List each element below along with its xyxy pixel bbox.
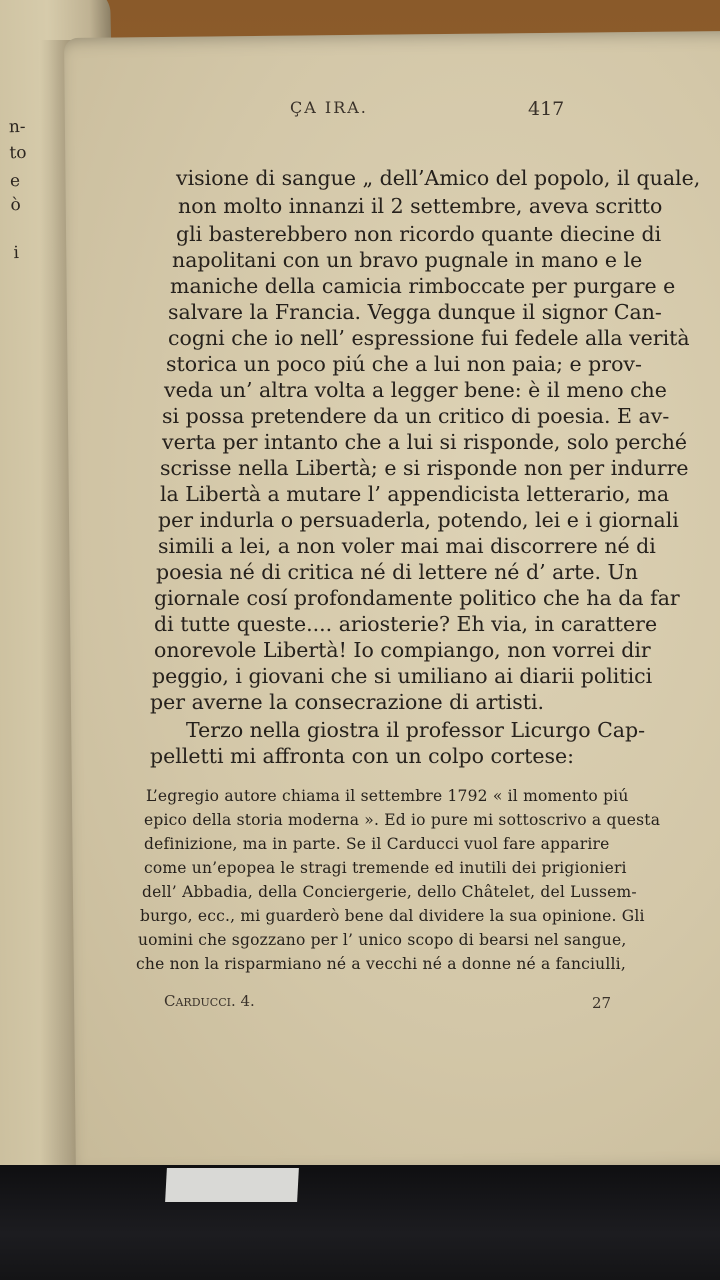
body-line: si possa pretendere da un critico di poesia. E av-	[162, 404, 670, 428]
body-line: di tutte queste.... ariosterie? Eh via, in carattere	[154, 612, 658, 636]
body-line: onorevole Libertà! Io compiango, non vorrei dir	[154, 638, 651, 662]
left-page-fragment: i	[13, 243, 20, 264]
body-line: gli basterebbero non ricordo quante diecine di	[176, 222, 662, 246]
page-header	[0, 98, 720, 128]
body-line: scrisse nella Libertà; e si risponde non per indurre	[160, 456, 689, 480]
body-line: veda un’ altra volta a legger bene: è il meno che	[164, 378, 667, 402]
quote-line: che non la risparmiano né a vecchi né a donne né a fanciulli,	[136, 955, 626, 973]
body-line: napolitani con un bravo pugnale in mano e le	[172, 248, 643, 272]
body-line-last: pelletti mi affronta con un colpo cortese:	[150, 744, 575, 768]
body-line: giornale cosí profondamente politico che ha da far	[154, 586, 680, 610]
body-line: cogni che io nell’ espressione fui fedele alla verità	[168, 326, 690, 350]
bookmark	[165, 1168, 299, 1202]
running-title: ÇA IRA.	[290, 98, 368, 117]
body-line: maniche della camicia rimboccate per purgare e	[170, 274, 676, 298]
left-page-fragment: ò	[10, 194, 21, 216]
body-line: storica un poco piú che a lui non paia; e prov-	[166, 352, 642, 376]
body-line: simili a lei, a non voler mai mai discorrere né di	[158, 534, 656, 558]
left-page-fragment: e	[9, 170, 21, 192]
body-line-last: per averne la consecrazione di artisti.	[150, 690, 545, 714]
body-line: non molto innanzi il 2 settembre, aveva scritto	[178, 194, 663, 218]
quote-line: L’egregio autore chiama il settembre 1792 « il momento piú	[146, 787, 629, 805]
quote-line: dell’ Abbadia, della Conciergerie, dello Châtelet, del Lussem-	[142, 883, 637, 901]
left-page-fragment: n-	[8, 116, 26, 138]
quote-line: uomini che sgozzano per l’ unico scopo di bearsi nel sangue,	[138, 931, 627, 949]
dark-surface	[0, 1165, 720, 1280]
body-line: peggio, i giovani che si umiliano ai diarii politici	[152, 664, 653, 688]
left-page-fragment: to	[9, 142, 27, 164]
quote-line: come un’epopea le stragi tremende ed inutili dei prigionieri	[144, 859, 627, 877]
body-line-indented: Terzo nella giostra il professor Licurgo Cap-	[186, 718, 646, 742]
body-line: poesia né di critica né di lettere né d’ arte. Un	[156, 560, 639, 584]
body-line: la Libertà a mutare l’ appendicista letterario, ma	[160, 482, 670, 506]
body-line: visione di sangue „ dell’Amico del popolo, il quale,	[176, 166, 701, 190]
page-number: 417	[528, 98, 565, 120]
body-line: salvare la Francia. Vegga dunque il signor Can-	[168, 300, 662, 324]
body-line: per indurla o persuaderla, potendo, lei e i giornali	[158, 508, 679, 532]
body-line: verta per intanto che a lui si risponde, solo perché	[162, 430, 688, 454]
quote-line: epico della storia moderna ». Ed io pure mi sottoscrivo a questa	[144, 811, 661, 829]
quote-line: definizione, ma in parte. Se il Carducci vuol fare apparire	[144, 835, 610, 853]
sheet-number: 27	[592, 994, 612, 1012]
signature-mark: Carducci. 4.	[164, 992, 255, 1010]
quote-line: burgo, ecc., mi guarderò bene dal dividere la sua opinione. Gli	[140, 907, 645, 925]
